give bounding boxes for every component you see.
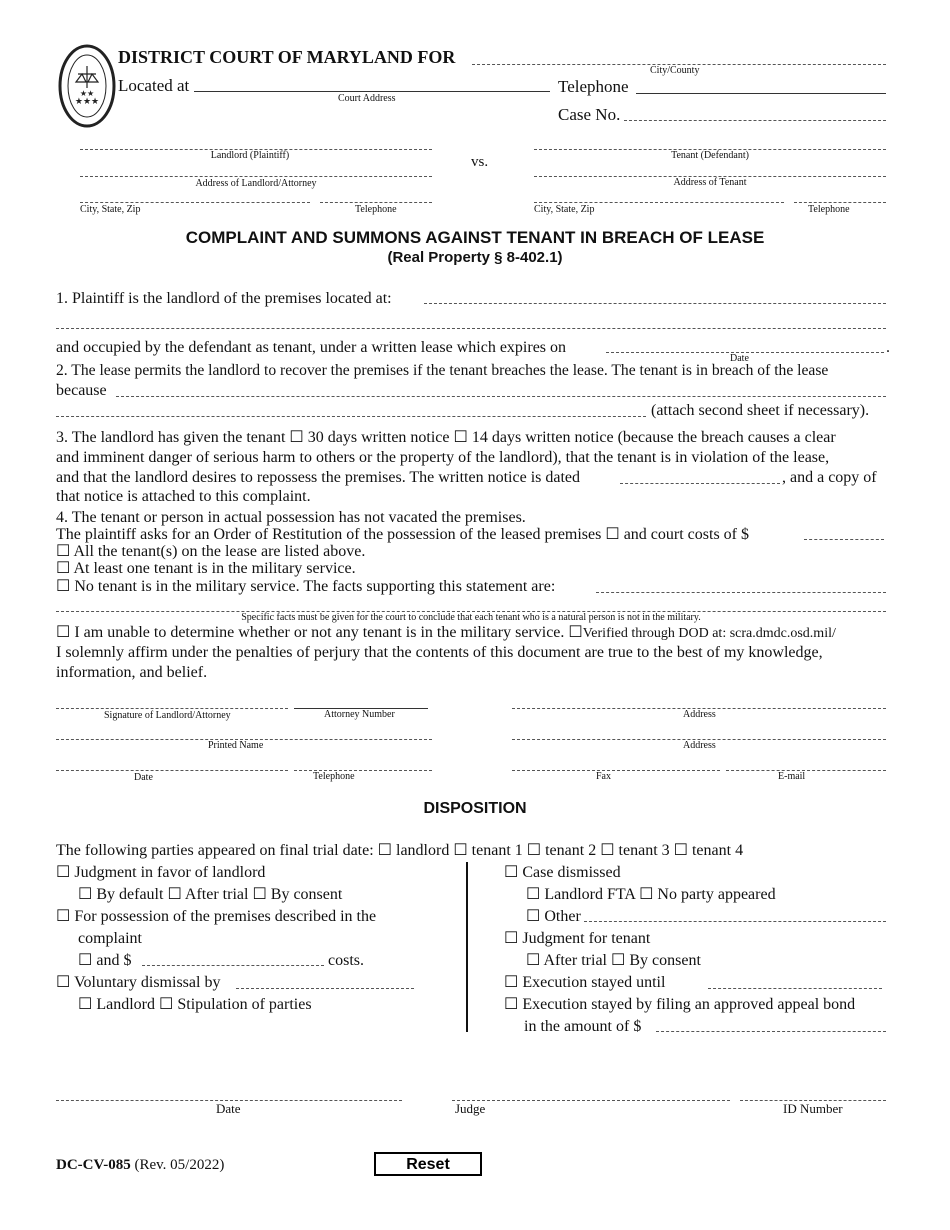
svg-text:★★★: ★★★: [74, 96, 100, 106]
paragraph-3b: and imminent danger of serious harm to others or the property of the landlord), that the tenant is in violation of the lease,: [56, 449, 830, 466]
other-row: [526, 907, 581, 927]
judge-field[interactable]: [452, 1100, 730, 1101]
court-costs-field[interactable]: [804, 539, 884, 540]
p3-text: 3. The landlord has given the tenant: [56, 429, 286, 446]
other-label: Other: [544, 908, 581, 925]
because-label: because: [56, 382, 107, 399]
form-number-code: DC-CV-085: [56, 1157, 131, 1173]
court-costs-checkbox[interactable]: [605, 526, 619, 543]
by-consent-checkbox[interactable]: [252, 886, 266, 903]
printed-name-caption: Printed Name: [208, 740, 264, 751]
email-field[interactable]: [726, 770, 886, 771]
judgment-landlord-row: [56, 863, 265, 883]
judgment-landlord-checkbox[interactable]: [56, 864, 70, 881]
stayed-bond-label: Execution stayed by filing an approved appeal bond: [522, 996, 856, 1013]
bond-amount-field[interactable]: [656, 1031, 886, 1032]
14-day-checkbox[interactable]: [454, 429, 468, 446]
judgment-tenant-label: Judgment for tenant: [522, 930, 651, 947]
p4b-text: The plaintiff asks for an Order of Restitution of the possession of the leased premises: [56, 526, 602, 543]
paragraph-3d: that notice is attached to this complaint.: [56, 488, 311, 505]
tenant-by-consent-label: By consent: [629, 952, 701, 969]
appeared-tenant4-checkbox[interactable]: [674, 842, 688, 859]
stipulation-label: Stipulation of parties: [177, 996, 312, 1013]
costs-amount-field[interactable]: [142, 965, 324, 966]
possession-checkbox[interactable]: [56, 908, 70, 925]
landlord-fta-checkbox[interactable]: [526, 886, 540, 903]
stayed-bond-row: [504, 995, 855, 1015]
military-checkbox[interactable]: [56, 560, 70, 577]
address-caption-1: Address: [683, 709, 716, 720]
fax-field[interactable]: [512, 770, 720, 771]
all-tenants-checkbox[interactable]: [56, 543, 70, 560]
tenant-after-trial-checkbox[interactable]: [526, 952, 540, 969]
paragraph-3c-end: , and a copy of: [782, 469, 877, 486]
disposition-heading: DISPOSITION: [423, 800, 527, 817]
signature-field[interactable]: [56, 708, 288, 709]
paragraph-1: 1. Plaintiff is the landlord of the premises located at:: [56, 290, 392, 307]
stayed-until-field[interactable]: [708, 988, 882, 989]
all-tenants-label: All the tenant(s) on the lease are listed above.: [73, 543, 366, 560]
tenant-caption: Tenant (Defendant): [671, 150, 749, 161]
period: .: [886, 339, 890, 356]
other-checkbox[interactable]: [526, 908, 540, 925]
case-no-label: Case No.: [558, 105, 621, 124]
tenant-judgment-type-row: [526, 951, 701, 971]
located-at-label: Located at: [118, 76, 190, 95]
landlord-phone-field[interactable]: [320, 202, 432, 203]
stayed-until-label: Execution stayed until: [522, 974, 666, 991]
possession-label-2: complaint: [78, 930, 142, 947]
landlord-phone-caption: Telephone: [355, 204, 397, 215]
military-facts-field[interactable]: [596, 592, 886, 593]
sig-date-caption: Date: [134, 772, 153, 783]
appeared-label: The following parties appeared on final trial date:: [56, 842, 374, 859]
case-dismissed-row: [504, 863, 621, 883]
case-no-field[interactable]: [624, 120, 886, 121]
appeared-line: [56, 841, 743, 861]
landlord-address-field[interactable]: [80, 176, 432, 177]
id-number-caption: ID Number: [783, 1101, 843, 1116]
date-caption: Date: [730, 353, 749, 364]
military-option-2[interactable]: [56, 559, 356, 579]
judgment-type-row: [78, 885, 342, 905]
tenant-after-trial-label: After trial: [543, 952, 607, 969]
military-facts-caption: Specific facts must be given for the court to conclude that each tenant who is a natural person is not in the military.: [241, 612, 701, 623]
case-dismissed-checkbox[interactable]: [504, 864, 518, 881]
by-default-checkbox[interactable]: [78, 886, 92, 903]
appeared-tenant1-label: tenant 1: [471, 842, 523, 859]
judgment-landlord-label: Judgment in favor of landlord: [74, 864, 266, 881]
court-title: DISTRICT COURT OF MARYLAND FOR: [118, 47, 456, 67]
paragraph-3: [56, 428, 836, 448]
case-dismissed-label: Case dismissed: [522, 864, 621, 881]
no-party-checkbox[interactable]: [639, 886, 653, 903]
tenant-phone-caption: Telephone: [808, 204, 850, 215]
other-field[interactable]: [584, 921, 886, 922]
breach-reason-field[interactable]: [116, 396, 886, 397]
paragraph-2: 2. The lease permits the landlord to recover the premises if the tenant breaches the lease. The tenant is in breach of the lease: [56, 362, 829, 379]
and-costs-row: [78, 951, 131, 971]
appeared-tenant2-checkbox[interactable]: [527, 842, 541, 859]
address-caption-2: Address: [683, 740, 716, 751]
signature-caption: Signature of Landlord/Attorney: [104, 710, 231, 721]
form-revision: (Rev. 05/2022): [134, 1157, 225, 1173]
tenant-phone-field[interactable]: [794, 202, 886, 203]
after-trial-label: After trial: [184, 886, 249, 903]
military-label: At least one tenant is in the military service.: [73, 560, 356, 577]
by-default-label: By default: [96, 886, 164, 903]
breach-reason-line2[interactable]: [56, 416, 646, 417]
stayed-until-checkbox[interactable]: [504, 974, 518, 991]
dismissal-type-row: [78, 995, 312, 1015]
stayed-bond-amount-label: in the amount of $: [524, 1018, 642, 1035]
no-party-label: No party appeared: [657, 886, 776, 903]
landlord-caption: Landlord (Plaintiff): [210, 150, 290, 161]
voluntary-dismissal-row: [56, 973, 220, 993]
possession-label: For possession of the premises described in the: [74, 908, 377, 925]
dismissal-landlord-checkbox[interactable]: [78, 996, 92, 1013]
city-county-caption: City/County: [650, 65, 700, 76]
dod-verified-checkbox[interactable]: [568, 624, 582, 641]
voluntary-dismissal-field[interactable]: [236, 988, 414, 989]
court-address-caption: Court Address: [338, 93, 396, 104]
attach-note: (attach second sheet if necessary).: [651, 402, 870, 419]
affirmation-2: information, and belief.: [56, 664, 208, 681]
notice-date-field[interactable]: [620, 483, 780, 484]
tenant-city-field[interactable]: [534, 202, 784, 203]
paragraph-3c: and that the landlord desires to repossess the premises. The written notice is dated: [56, 469, 581, 486]
appeared-landlord-label: landlord: [396, 842, 450, 859]
court-telephone-field[interactable]: [636, 93, 886, 94]
appeared-landlord-checkbox[interactable]: [378, 842, 392, 859]
landlord-city-caption: City, State, Zip: [80, 204, 141, 215]
attorney-number-caption: Attorney Number: [324, 709, 395, 720]
paragraph-1b: and occupied by the defendant as tenant, under a written lease which expires on: [56, 339, 567, 356]
tenant-address-caption: Address of Tenant: [673, 177, 747, 188]
fax-caption: Fax: [596, 771, 611, 782]
costs-label: costs.: [328, 952, 364, 969]
military-option-4: [56, 623, 836, 644]
tenant-city-caption: City, State, Zip: [534, 204, 595, 215]
military-option-3[interactable]: [56, 577, 555, 597]
voluntary-dismissal-label: Voluntary dismissal by: [74, 974, 221, 991]
appeared-tenant1-checkbox[interactable]: [453, 842, 467, 859]
reset-button[interactable]: Reset: [374, 1152, 482, 1176]
judgment-tenant-row: [504, 929, 650, 949]
email-caption: E-mail: [778, 771, 806, 782]
30-day-checkbox[interactable]: [289, 429, 303, 446]
svg-text:★★: ★★: [79, 89, 95, 98]
14-day-label: 14 days written notice (because the breach causes a clear: [471, 429, 836, 446]
possession-row: [56, 907, 376, 927]
judge-caption: Judge: [455, 1101, 486, 1116]
vs-label: vs.: [471, 154, 489, 170]
appeared-tenant2-label: tenant 2: [545, 842, 597, 859]
no-military-label: No tenant is in the military service. The facts supporting this statement are:: [74, 578, 556, 595]
stayed-until-row: [504, 973, 665, 993]
landlord-city-field[interactable]: [80, 202, 310, 203]
stipulation-checkbox[interactable]: [159, 996, 173, 1013]
unable-determine-label: I am unable to determine whether or not any tenant is in the military service.: [74, 624, 565, 641]
judgment-tenant-checkbox[interactable]: [504, 930, 518, 947]
30-day-label: 30 days written notice: [307, 429, 450, 446]
landlord-address-caption: Address of Landlord/Attorney: [195, 178, 317, 189]
landlord-fta-label: Landlord FTA: [544, 886, 636, 903]
paragraph-4: 4. The tenant or person in actual possession has not vacated the premises.: [56, 509, 526, 526]
court-address-field[interactable]: [194, 91, 550, 92]
telephone-label: Telephone: [558, 77, 629, 96]
appeared-tenant3-label: tenant 3: [618, 842, 670, 859]
sig-phone-caption: Telephone: [313, 771, 355, 782]
voluntary-dismissal-checkbox[interactable]: [56, 974, 70, 991]
by-consent-label: By consent: [270, 886, 343, 903]
court-costs-label: and court costs of $: [623, 526, 750, 543]
stayed-bond-checkbox[interactable]: [504, 996, 518, 1013]
appeared-tenant4-label: tenant 4: [691, 842, 744, 859]
judge-date-caption: Date: [216, 1101, 241, 1116]
and-label: and $: [96, 952, 132, 969]
sig-date-field[interactable]: [56, 770, 288, 771]
dod-verified-label: Verified through DOD at: scra.dmdc.osd.mil/: [582, 626, 836, 641]
court-seal-icon: [58, 44, 116, 128]
premises-address-line2[interactable]: [56, 328, 886, 329]
premises-address-field[interactable]: [424, 303, 886, 304]
appeared-tenant3-checkbox[interactable]: [600, 842, 614, 859]
dismiss-reason-row: [526, 885, 776, 905]
column-divider: [466, 862, 468, 1032]
tenant-by-consent-checkbox[interactable]: [611, 952, 625, 969]
affirmation-1: I solemnly affirm under the penalties of perjury that the contents of this document are true to the best of my knowledge,: [56, 644, 823, 661]
form-subtitle: (Real Property § 8-402.1): [387, 249, 563, 266]
form-number: [56, 1156, 224, 1175]
unable-determine-checkbox[interactable]: [56, 624, 70, 641]
form-title: COMPLAINT AND SUMMONS AGAINST TENANT IN BREACH OF LEASE: [185, 228, 765, 247]
and-costs-checkbox[interactable]: [78, 952, 92, 969]
dismissal-landlord-label: Landlord: [96, 996, 155, 1013]
after-trial-checkbox[interactable]: [167, 886, 181, 903]
no-military-checkbox[interactable]: [56, 578, 70, 595]
